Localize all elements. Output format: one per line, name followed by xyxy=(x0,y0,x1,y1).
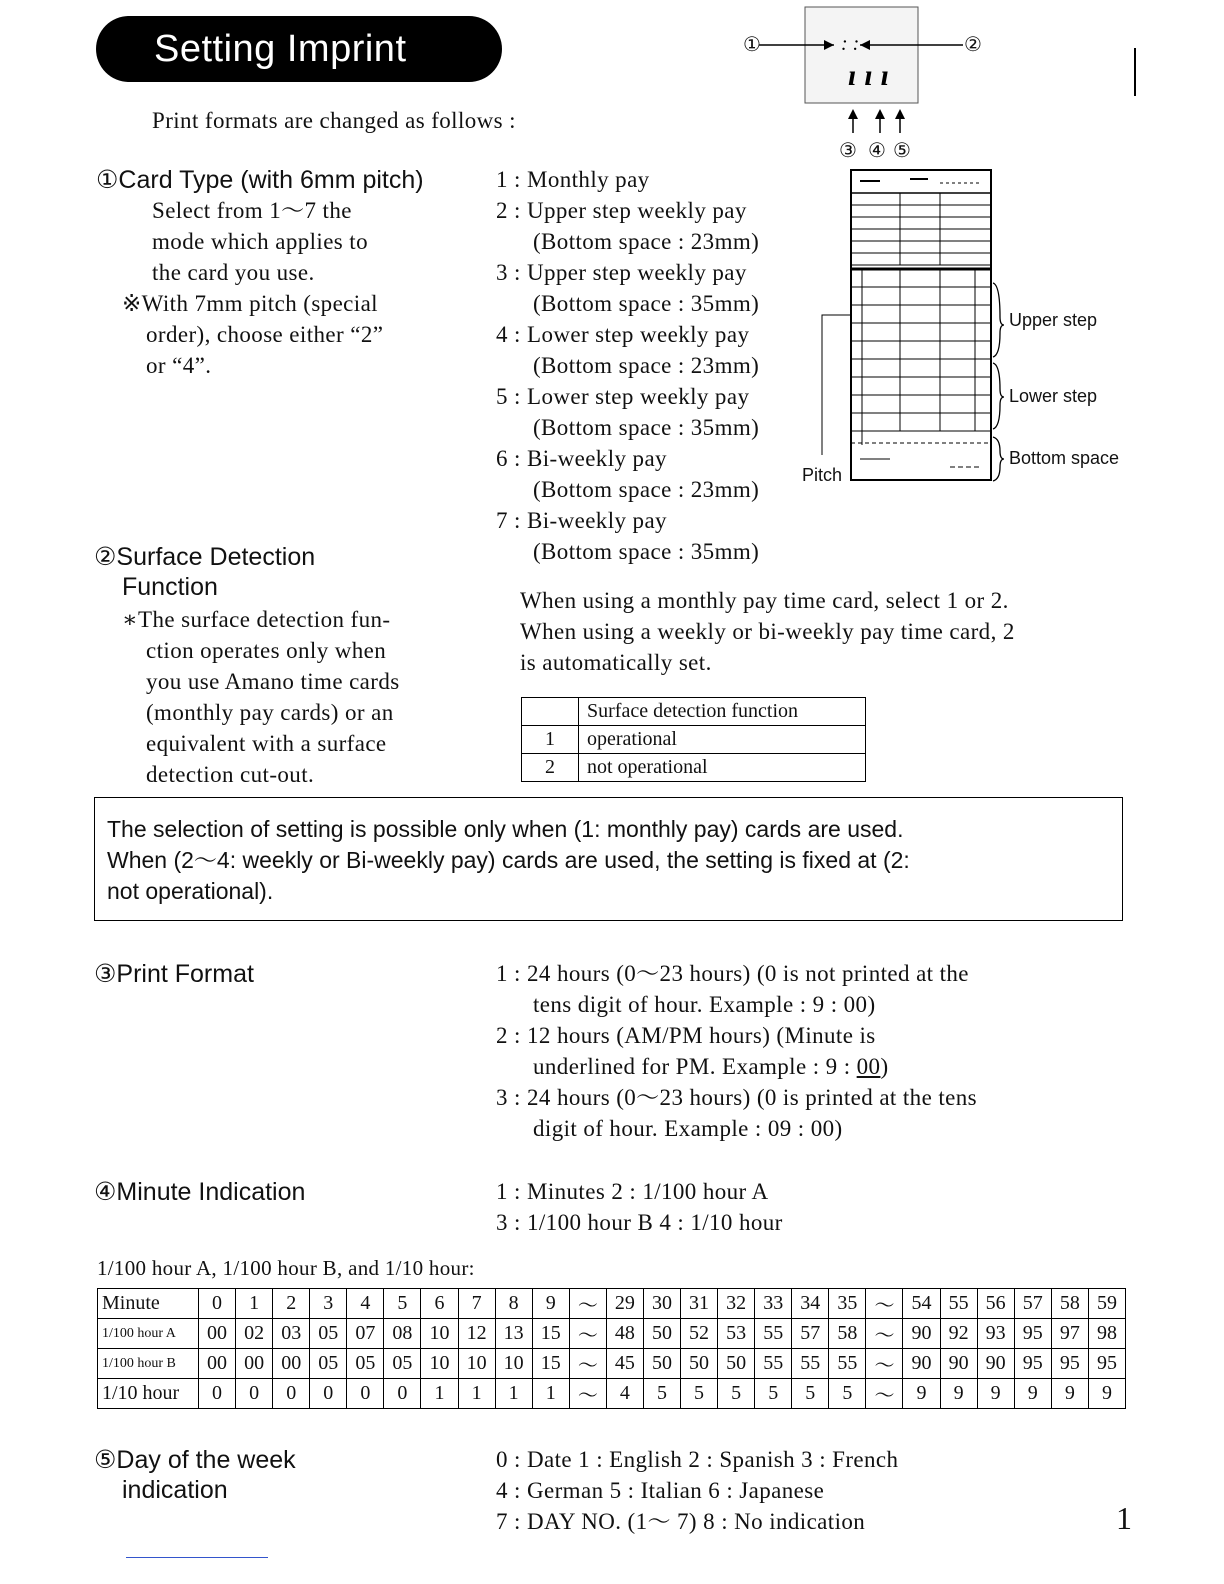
table-cell: 9 xyxy=(532,1289,569,1319)
option-line: 1 : 24 hours (0～23 hours) (0 is not printed at the xyxy=(496,961,969,986)
table-cell: 00 xyxy=(273,1349,310,1379)
table-cell: 8 xyxy=(495,1289,532,1319)
table-row xyxy=(522,754,866,782)
table-row xyxy=(522,726,866,754)
upper-step-label: Upper step xyxy=(1009,310,1098,330)
display-diagram-svg xyxy=(738,5,988,165)
table-cell: 5 xyxy=(384,1289,421,1319)
surface-note xyxy=(122,604,400,790)
table-cell: 4 xyxy=(606,1379,643,1409)
footer-rule xyxy=(126,1557,268,1558)
option-line: 4 : German 5 : Italian 6 : Japanese xyxy=(496,1478,825,1503)
table-cell: ～ xyxy=(569,1289,606,1319)
table-cell: 54 xyxy=(903,1289,940,1319)
option-line: 2 : Upper step weekly pay xyxy=(496,198,747,223)
option-line: (Bottom space : 35mm) xyxy=(533,539,760,564)
minute-conversion-table xyxy=(97,1288,1126,1409)
table-cell: 10 xyxy=(458,1349,495,1379)
desc-line: Select from 1～7 the xyxy=(152,198,352,223)
table-cell: 9 xyxy=(1014,1379,1051,1409)
table-cell: 13 xyxy=(495,1319,532,1349)
table-cell: 9 xyxy=(1051,1379,1088,1409)
table-row xyxy=(98,1349,1126,1379)
table-cell: 1 xyxy=(522,726,579,754)
table-cell: 95 xyxy=(1014,1319,1051,1349)
option-line: 0 : Date 1 : English 2 : Spanish 3 : French xyxy=(496,1447,899,1472)
usage-line: When using a weekly or bi-weekly pay time card, 2 xyxy=(520,619,1015,644)
table-cell: 0 xyxy=(310,1379,347,1409)
table-cell: ～ xyxy=(569,1379,606,1409)
table-cell: 57 xyxy=(792,1319,829,1349)
table-cell: 10 xyxy=(421,1319,458,1349)
table-cell: operational xyxy=(579,726,866,754)
table-cell: ～ xyxy=(569,1349,606,1379)
option-line: 6 : Bi-weekly pay xyxy=(496,446,667,471)
table-cell: 08 xyxy=(384,1319,421,1349)
option-text: underlined for PM. Example : 9 : xyxy=(533,1054,857,1079)
table-cell: 57 xyxy=(1014,1289,1051,1319)
option-line: (Bottom space : 23mm) xyxy=(533,477,760,502)
table-cell: 1 xyxy=(236,1289,273,1319)
row-label: 1/100 hour B xyxy=(98,1349,199,1379)
bottom-space-label: Bottom space xyxy=(1009,448,1120,468)
table-cell: 55 xyxy=(755,1319,792,1349)
option-line: 7 : Bi-weekly pay xyxy=(496,508,667,533)
table-cell: 05 xyxy=(384,1349,421,1379)
table-cell: 55 xyxy=(755,1349,792,1379)
table-cell: 58 xyxy=(1051,1289,1088,1319)
table-cell: 52 xyxy=(681,1319,718,1349)
option-line: 1 : Monthly pay xyxy=(496,167,650,192)
table-cell: ～ xyxy=(866,1319,903,1349)
table-cell: 90 xyxy=(903,1349,940,1379)
desc-line: the card you use. xyxy=(152,260,315,285)
pm-underlined-minute: 00 xyxy=(856,1054,881,1079)
table-cell: 95 xyxy=(1088,1349,1125,1379)
table-cell: 95 xyxy=(1051,1349,1088,1379)
notice-line: not operational). xyxy=(107,878,274,904)
svg-text:: :: : : xyxy=(841,33,860,55)
table-cell: 98 xyxy=(1088,1319,1125,1349)
print-format-options xyxy=(496,958,977,1144)
usage-line: When using a monthly pay time card, select 1 or 2. xyxy=(520,588,1009,613)
table-cell: 0 xyxy=(199,1289,236,1319)
table-cell: 12 xyxy=(458,1319,495,1349)
table-cell: 93 xyxy=(977,1319,1014,1349)
option-line: 5 : Lower step weekly pay xyxy=(496,384,750,409)
table-cell: 9 xyxy=(1088,1379,1125,1409)
table-cell: 55 xyxy=(940,1289,977,1319)
table-cell: 35 xyxy=(829,1289,866,1319)
table-cell: 00 xyxy=(199,1319,236,1349)
surface-heading xyxy=(94,542,315,602)
table-cell: 29 xyxy=(606,1289,643,1319)
table-cell: 03 xyxy=(273,1319,310,1349)
table-cell: 0 xyxy=(273,1379,310,1409)
table-cell: 50 xyxy=(643,1349,680,1379)
table-cell: 7 xyxy=(458,1289,495,1319)
option-line: 1 : Minutes 2 : 1/100 hour A xyxy=(496,1179,769,1204)
day-heading-line: indication xyxy=(122,1476,228,1504)
table-cell: 1 xyxy=(495,1379,532,1409)
day-of-week-options xyxy=(496,1444,898,1537)
lower-step-label: Lower step xyxy=(1009,386,1098,406)
option-line: 7 : DAY NO. (1～ 7) 8 : No indication xyxy=(496,1509,866,1534)
table-cell: 00 xyxy=(199,1349,236,1379)
card-type-description xyxy=(152,195,368,288)
card-type-note xyxy=(122,288,383,381)
note-line: ction operates only when xyxy=(146,638,387,663)
callout-3: ③ xyxy=(839,140,857,162)
table-cell: 1 xyxy=(421,1379,458,1409)
table-cell: 59 xyxy=(1088,1289,1125,1319)
table-cell: 5 xyxy=(829,1379,866,1409)
notice-box xyxy=(94,797,1123,921)
table-cell: 9 xyxy=(903,1379,940,1409)
table-cell: 4 xyxy=(347,1289,384,1319)
notice-line: The selection of setting is possible only when (1: monthly pay) cards are used. xyxy=(107,816,904,842)
surface-heading-line: Function xyxy=(122,573,218,601)
callout-4: ④ xyxy=(868,140,886,162)
callout-2: ② xyxy=(964,34,982,56)
minute-indication-options xyxy=(496,1176,783,1238)
option-line: tens digit of hour. Example : 9 : 00) xyxy=(533,992,876,1017)
option-line: (Bottom space : 23mm) xyxy=(533,229,760,254)
card-type-options xyxy=(496,164,759,567)
table-cell: 10 xyxy=(421,1349,458,1379)
usage-line: is automatically set. xyxy=(520,650,712,675)
table-cell: ～ xyxy=(866,1289,903,1319)
table-cell: 33 xyxy=(755,1289,792,1319)
table-cell: 50 xyxy=(718,1349,755,1379)
table-cell: 10 xyxy=(495,1349,532,1379)
table-cell: not operational xyxy=(579,754,866,782)
table-cell: 05 xyxy=(310,1319,347,1349)
table-cell: 56 xyxy=(977,1289,1014,1319)
note-line: equivalent with a surface xyxy=(146,731,387,756)
print-format-heading: ③Print Format xyxy=(94,960,254,988)
table-cell: 31 xyxy=(681,1289,718,1319)
table-row xyxy=(98,1319,1126,1349)
table-cell: 6 xyxy=(421,1289,458,1319)
table-cell: 9 xyxy=(940,1379,977,1409)
option-line xyxy=(496,1051,977,1082)
table-cell: 05 xyxy=(310,1349,347,1379)
table-cell: ～ xyxy=(569,1319,606,1349)
table-cell: 5 xyxy=(755,1379,792,1409)
table-cell: 90 xyxy=(977,1349,1014,1379)
note-line: detection cut-out. xyxy=(146,762,315,787)
table-cell: 1 xyxy=(458,1379,495,1409)
desc-line: mode which applies to xyxy=(152,229,368,254)
table-row xyxy=(522,698,866,726)
card-type-heading: ①Card Type (with 6mm pitch) xyxy=(96,166,424,194)
table-cell: 32 xyxy=(718,1289,755,1319)
table-header: Surface detection function xyxy=(579,698,866,726)
notice-line: When (2～4: weekly or Bi-weekly pay) cards are used, the setting is fixed at (2: xyxy=(107,847,910,873)
page-title: Setting Imprint xyxy=(96,16,502,82)
table-cell: 5 xyxy=(681,1379,718,1409)
option-line: 2 : 12 hours (AM/PM hours) (Minute is xyxy=(496,1023,876,1048)
day-of-week-heading xyxy=(94,1445,296,1505)
table-cell: 48 xyxy=(606,1319,643,1349)
time-card-diagram xyxy=(800,165,1140,495)
option-line: (Bottom space : 35mm) xyxy=(533,415,760,440)
table-cell: 53 xyxy=(718,1319,755,1349)
surface-usage xyxy=(520,585,1015,678)
note-line: or “4”. xyxy=(146,353,212,378)
table-cell: 2 xyxy=(522,754,579,782)
option-line: (Bottom space : 35mm) xyxy=(533,291,760,316)
table-cell: 15 xyxy=(532,1349,569,1379)
table-cell: 0 xyxy=(347,1379,384,1409)
pitch-label: Pitch xyxy=(802,465,843,485)
day-heading-line: ⑤Day of the week xyxy=(94,1446,296,1474)
display-diagram xyxy=(738,5,988,165)
option-line: digit of hour. Example : 09 : 00) xyxy=(533,1116,843,1141)
note-line: you use Amano time cards xyxy=(146,669,400,694)
table-row xyxy=(98,1379,1126,1409)
table-cell: 95 xyxy=(1014,1349,1051,1379)
table-cell: 5 xyxy=(718,1379,755,1409)
table-cell: 92 xyxy=(940,1319,977,1349)
table-cell: 2 xyxy=(273,1289,310,1319)
table-cell: 05 xyxy=(347,1349,384,1379)
page-number: 1 xyxy=(1116,1500,1132,1536)
option-line: 3 : 1/100 hour B 4 : 1/10 hour xyxy=(496,1210,783,1235)
row-label: 1/10 hour xyxy=(98,1379,199,1409)
table-cell: 90 xyxy=(940,1349,977,1379)
option-text: ) xyxy=(880,1054,889,1079)
table-cell: 0 xyxy=(236,1379,273,1409)
option-line: 3 : 24 hours (0～23 hours) (0 is printed at the tens xyxy=(496,1085,977,1110)
table-cell xyxy=(522,698,579,726)
table-cell: 15 xyxy=(532,1319,569,1349)
table-cell: 30 xyxy=(643,1289,680,1319)
option-line: (Bottom space : 23mm) xyxy=(533,353,760,378)
table-cell: 0 xyxy=(199,1379,236,1409)
table-cell: ～ xyxy=(866,1379,903,1409)
table-cell: 55 xyxy=(792,1349,829,1379)
option-line: 4 : Lower step weekly pay xyxy=(496,322,750,347)
note-line: (monthly pay cards) or an xyxy=(146,700,394,725)
svg-text:ııı: ııı xyxy=(848,59,898,92)
table-cell: 1 xyxy=(532,1379,569,1409)
table-cell: 5 xyxy=(643,1379,680,1409)
table-cell: 3 xyxy=(310,1289,347,1319)
row-label: 1/100 hour A xyxy=(98,1319,199,1349)
note-line: order), choose either “2” xyxy=(146,322,384,347)
surface-heading-line: ②Surface Detection xyxy=(94,543,316,571)
row-label: Minute xyxy=(98,1289,199,1319)
note-line: ∗The surface detection fun- xyxy=(122,607,391,632)
table-cell: 90 xyxy=(903,1319,940,1349)
table-cell: 5 xyxy=(792,1379,829,1409)
table-cell: 50 xyxy=(681,1349,718,1379)
table-cell: 07 xyxy=(347,1319,384,1349)
surface-table xyxy=(521,697,866,782)
option-line: 3 : Upper step weekly pay xyxy=(496,260,747,285)
margin-mark xyxy=(1134,48,1136,96)
note-line: ※With 7mm pitch (special xyxy=(122,291,378,316)
table-cell: 97 xyxy=(1051,1319,1088,1349)
table-cell: 50 xyxy=(643,1319,680,1349)
table-cell: 45 xyxy=(606,1349,643,1379)
callout-5: ⑤ xyxy=(893,140,911,162)
table-cell: 34 xyxy=(792,1289,829,1319)
callout-1: ① xyxy=(743,34,761,56)
table-row xyxy=(98,1289,1126,1319)
table-cell: 02 xyxy=(236,1319,273,1349)
minute-table-caption: 1/100 hour A, 1/100 hour B, and 1/10 hour: xyxy=(97,1256,475,1280)
table-cell: 55 xyxy=(829,1349,866,1379)
table-cell: ～ xyxy=(866,1349,903,1379)
table-cell: 9 xyxy=(977,1379,1014,1409)
minute-indication-heading: ④Minute Indication xyxy=(94,1178,306,1206)
table-cell: 0 xyxy=(384,1379,421,1409)
table-cell: 58 xyxy=(829,1319,866,1349)
table-cell: 00 xyxy=(236,1349,273,1379)
intro-text: Print formats are changed as follows : xyxy=(152,108,516,133)
